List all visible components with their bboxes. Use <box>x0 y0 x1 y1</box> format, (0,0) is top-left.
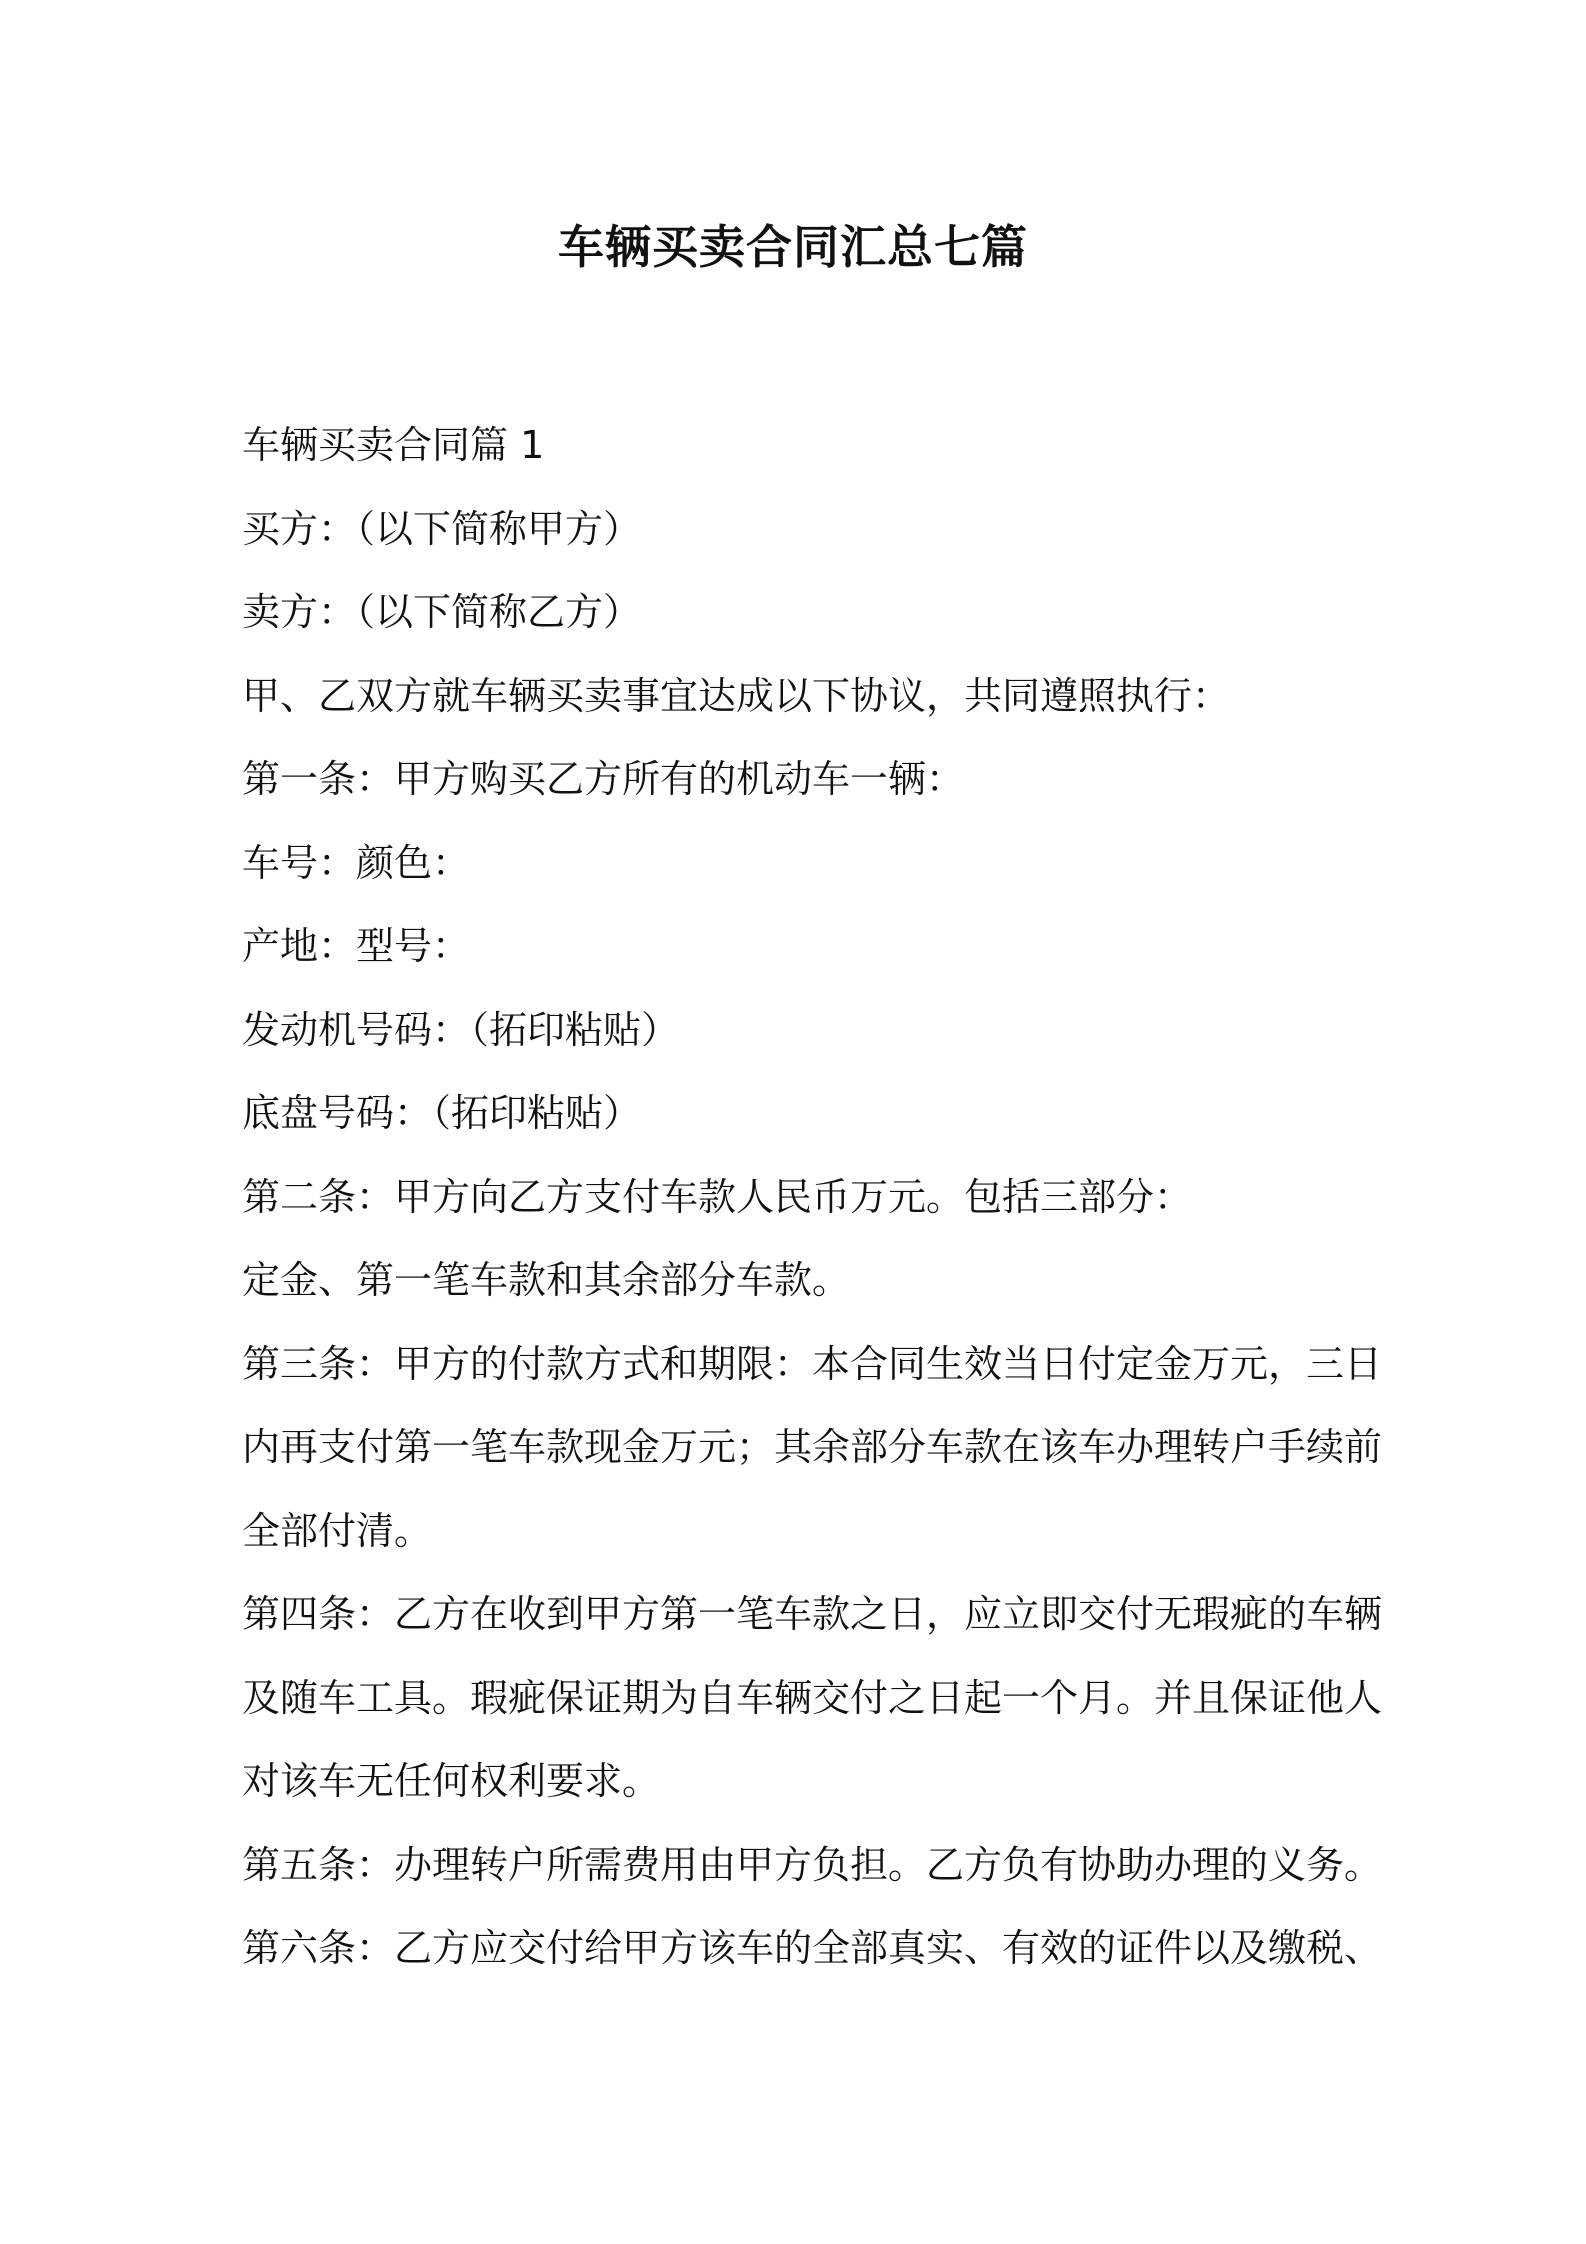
article-4: 第四条：乙方在收到甲方第一笔车款之日，应立即交付无瑕疵的车辆 <box>242 1592 1383 1636</box>
document-title: 车辆买卖合同汇总七篇 <box>558 220 1028 274</box>
article-4-continued: 及随车工具。瑕疵保证期为自车辆交付之日起一个月。并且保证他人 <box>242 1675 1383 1720</box>
article-2-continued: 定金、第一笔车款和其余部分车款。 <box>242 1258 851 1302</box>
article-1: 第一条：甲方购买乙方所有的机动车一辆： <box>242 757 965 801</box>
agreement-intro: 甲、乙双方就车辆买卖事宜达成以下协议，共同遵照执行： <box>242 673 1231 718</box>
vehicle-number-color: 车号：颜色： <box>242 840 471 885</box>
buyer-line: 买方：（以下简称甲方） <box>242 506 642 551</box>
vehicle-origin-model: 产地：型号： <box>242 924 471 968</box>
chassis-number: 底盘号码：（拓印粘贴） <box>242 1091 642 1135</box>
document-body <box>242 404 1383 1991</box>
engine-number: 发动机号码：（拓印粘贴） <box>242 1007 680 1052</box>
article-5: 第五条：办理转户所需费用由甲方负担。乙方负有协助办理的义务。 <box>242 1842 1383 1887</box>
article-6: 第六条：乙方应交付给甲方该车的全部真实、有效的证件以及缴税、 <box>242 1926 1383 1970</box>
article-3: 第三条：甲方的付款方式和期限：本合同生效当日付定金万元，三日 <box>242 1341 1383 1386</box>
article-3-end: 全部付清。 <box>242 1508 433 1553</box>
article-4-end: 对该车无任何权利要求。 <box>242 1759 661 1803</box>
section-heading: 车辆买卖合同篇 1 <box>242 423 545 467</box>
article-2: 第二条：甲方向乙方支付车款人民币万元。包括三部分： <box>242 1174 1193 1219</box>
article-3-continued: 内再支付第一笔车款现金万元；其余部分车款在该车办理转户手续前 <box>242 1425 1383 1469</box>
seller-line: 卖方：（以下简称乙方） <box>242 590 642 634</box>
